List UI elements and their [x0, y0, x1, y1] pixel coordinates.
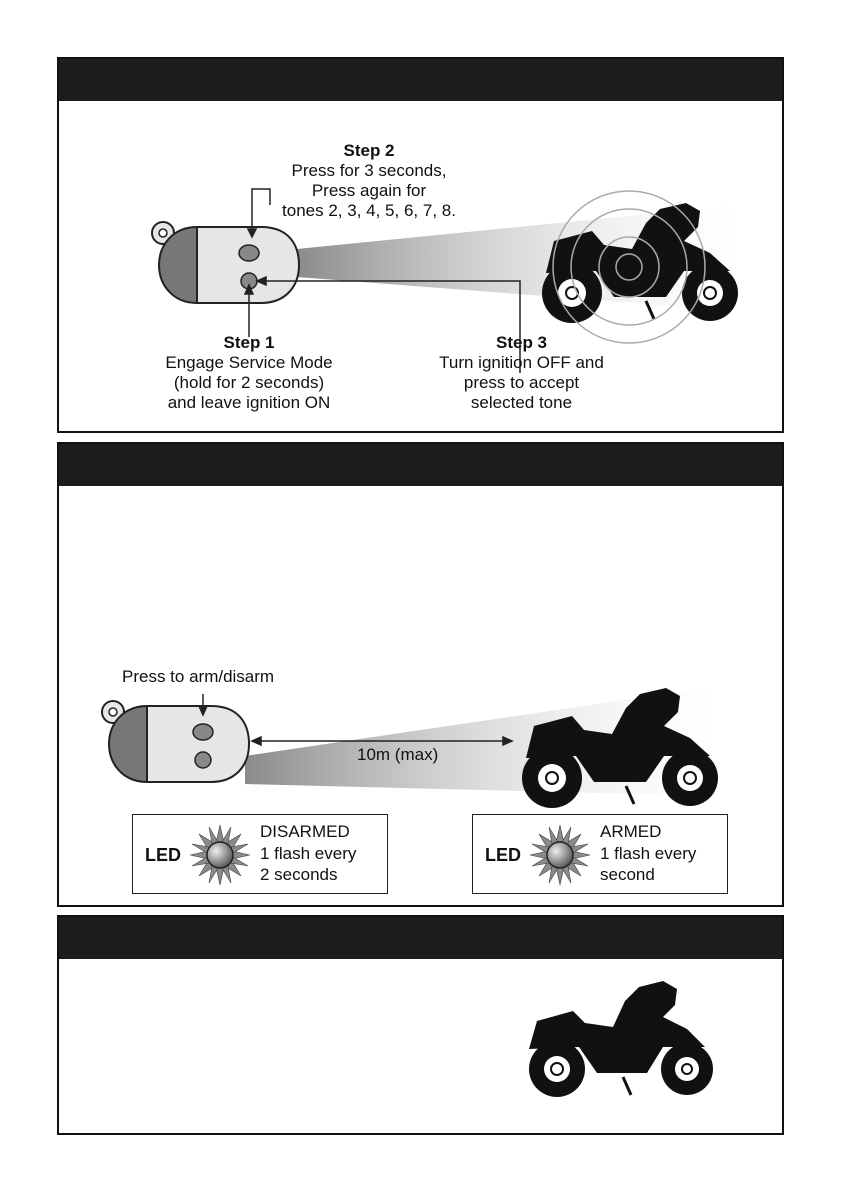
- section-header-2: [59, 444, 782, 486]
- step2-line3: tones 2, 3, 4, 5, 6, 7, 8.: [282, 201, 456, 220]
- step2-label: [279, 141, 459, 221]
- section-tone-selection: [57, 57, 784, 433]
- led-disarmed-line2: 1 flash every: [260, 843, 357, 863]
- step2-title: Step 2: [343, 141, 395, 160]
- led-armed-line1: ARMED: [600, 822, 662, 841]
- step2-line1: Press for 3 seconds,: [291, 161, 447, 180]
- led-disarmed-text: [260, 821, 356, 886]
- step3-title: Step 3: [495, 333, 548, 352]
- step1-line3: and leave ignition ON: [167, 393, 331, 412]
- led-disarmed-line1: DISARMED: [260, 822, 350, 841]
- led-disarmed-line3: 2 seconds: [260, 865, 338, 884]
- step1-title: Step 1: [223, 333, 275, 352]
- step1-label: [159, 333, 339, 413]
- led-starburst-icon: [188, 823, 252, 887]
- motorcycle-icon: [519, 977, 749, 1117]
- led-label: LED: [485, 845, 521, 865]
- section-arm-disarm: [57, 442, 784, 907]
- section-body-3: [59, 959, 782, 1135]
- led-label: LED: [145, 845, 181, 865]
- step1-line1: Engage Service Mode: [165, 353, 333, 372]
- step3-line1: Turn ignition OFF and: [439, 353, 604, 372]
- led-armed-box: [472, 814, 728, 894]
- led-starburst-icon: [528, 823, 592, 887]
- led-disarmed-box: [132, 814, 388, 894]
- led-armed-text: [600, 821, 696, 886]
- step3-line2: press to accept: [463, 373, 580, 392]
- led-armed-line2: 1 flash every: [600, 843, 697, 863]
- section-motorcycle: [57, 915, 784, 1135]
- press-to-arm-label: Press to arm/disarm: [122, 667, 275, 686]
- section-body-2: [59, 486, 782, 907]
- range-label: 10m (max): [357, 745, 439, 764]
- section-header-3: [59, 917, 782, 959]
- led-armed-line3: second: [600, 865, 655, 884]
- step3-line3: selected tone: [470, 393, 573, 412]
- step1-line2: (hold for 2 seconds): [173, 373, 325, 392]
- section-header-1: [59, 59, 782, 101]
- section-body-1: [59, 101, 782, 433]
- step2-line2: Press again for: [311, 181, 427, 200]
- step3-label: [429, 333, 614, 413]
